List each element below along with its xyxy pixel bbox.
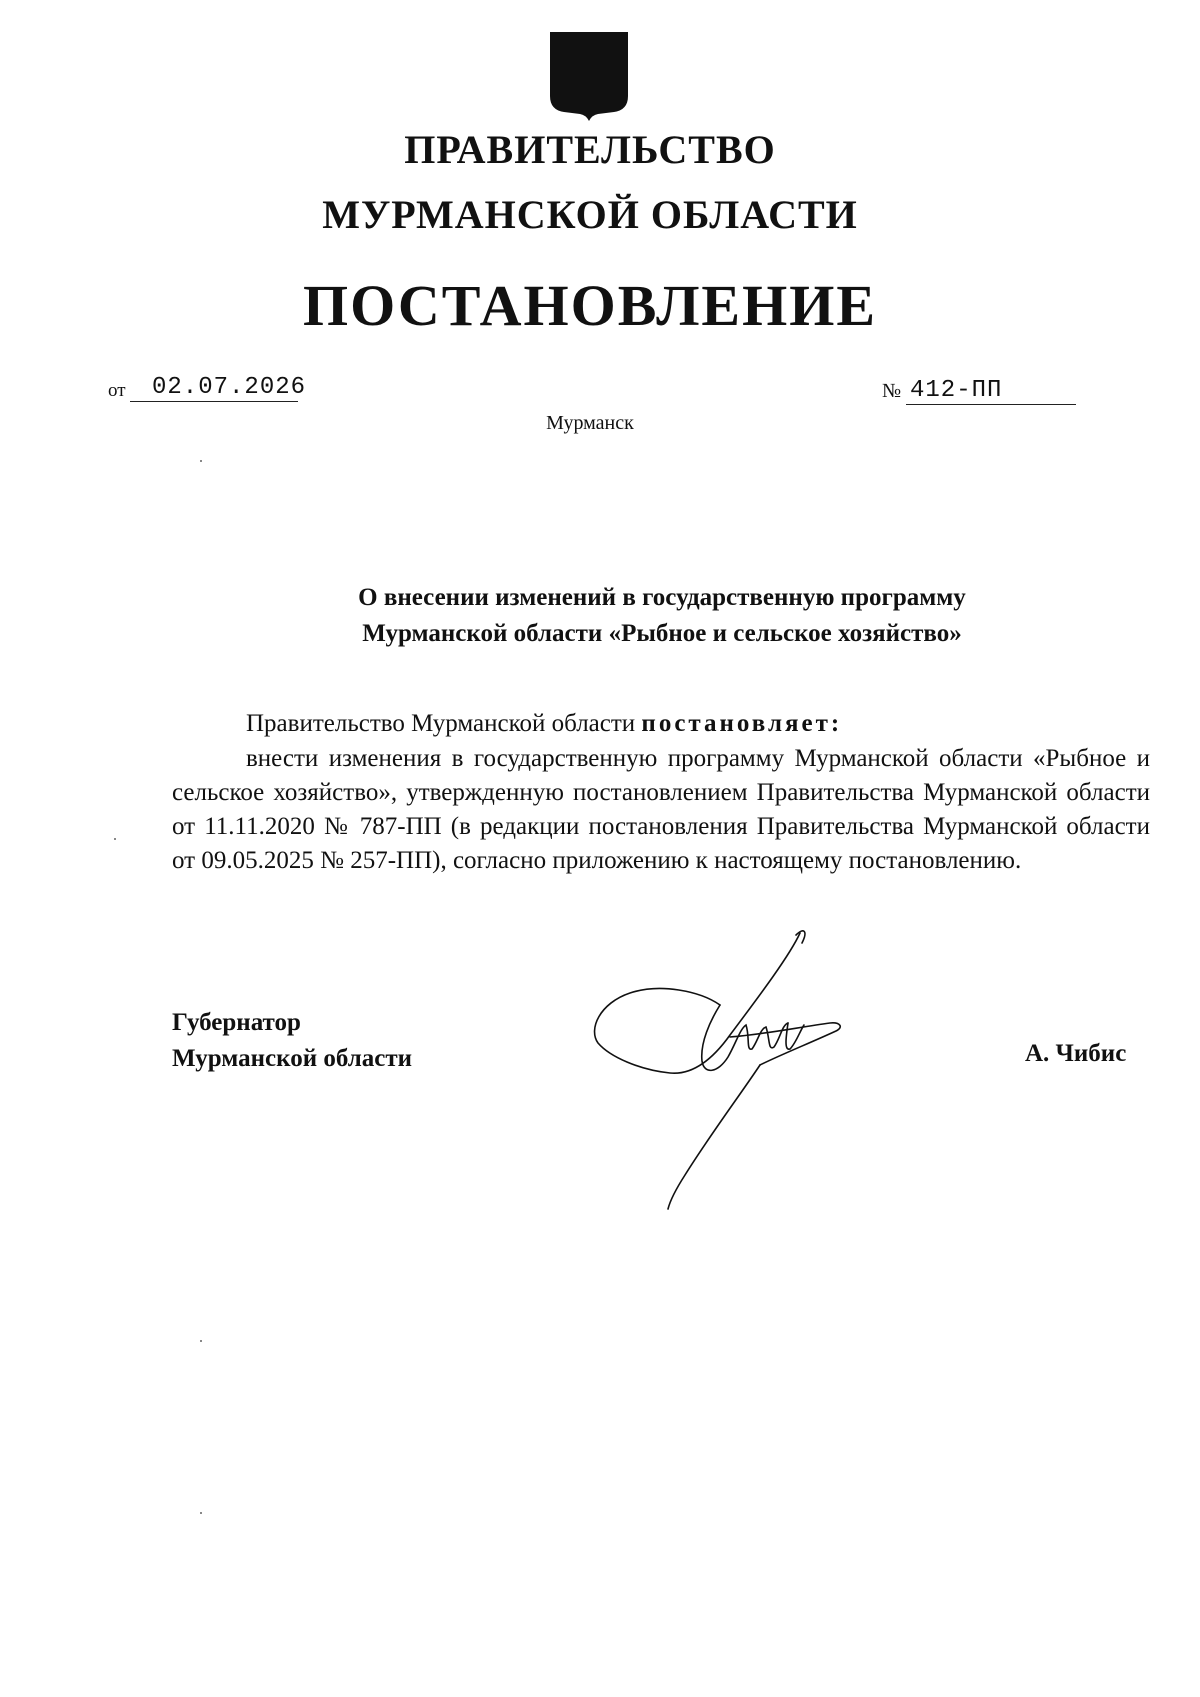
document-subject	[262, 580, 1062, 652]
signatory-title	[172, 1005, 412, 1077]
signatory-title-line1: Губернатор	[172, 1009, 301, 1036]
handwritten-signature	[590, 925, 870, 1215]
scan-artifact	[114, 838, 116, 840]
subject-line1: О внесении изменений в государственную программу	[358, 584, 966, 611]
scan-artifact	[200, 1340, 202, 1342]
document-date: 02.07.2026	[152, 374, 307, 401]
signer-name: А. Чибис	[1025, 1040, 1127, 1067]
org-name-line2: МУРМАНСКОЙ ОБЛАСТИ	[322, 192, 858, 237]
date-underline	[130, 401, 298, 402]
decree-word: постановляет:	[641, 710, 843, 737]
scan-artifact	[200, 1512, 202, 1514]
document-number: 412-ПП	[910, 377, 1003, 404]
city: Мурманск	[546, 412, 634, 434]
signatory-title-line2: Мурманской области	[172, 1045, 413, 1072]
number-prefix: №	[882, 380, 902, 402]
number-underline	[906, 404, 1076, 405]
org-name-line1: ПРАВИТЕЛЬСТВО	[404, 127, 776, 172]
date-prefix: от	[108, 380, 126, 401]
decree-intro	[246, 710, 842, 738]
subject-line2: Мурманской области «Рыбное и сельское хозяйство»	[362, 620, 962, 647]
coat-of-arms-icon	[548, 30, 630, 122]
document-type: ПОСТАНОВЛЕНИЕ	[302, 273, 878, 338]
scan-artifact	[200, 460, 202, 462]
decree-body: внести изменения в государственную программу Мурманской области «Рыбное и сельское хозяйство», утвержденную постановлением Правительства Мурманской области от 11.11.2020 № 787-ПП (в редакции постановления Правительства Мурманской области от 09.05.2025 № 257-ПП), согласно приложению к настоящему постановлению.	[172, 745, 1150, 874]
decree-intro-text: Правительство Мурманской области	[246, 710, 636, 737]
